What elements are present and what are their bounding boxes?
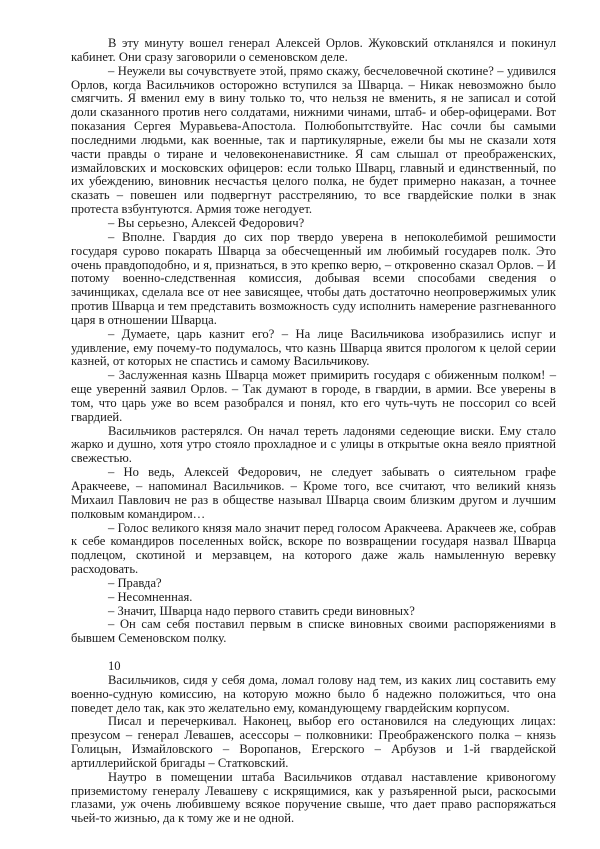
paragraph: – Вполне. Гвардия до сих пор твердо уверена в непоколебимой решимости государя сурово покарать Шварца за обесчещенный им любимый государев полк. Это очень правдоподобно, и я, признаться, в это крепко верю, – откровенно сказал Орлов. – И потому военно-следственная комиссия, добывая всеми способами сведения о зачинщиках, сделала все от нее зависящее, чтобы дать достаточно неопровержимых улик против Шварца и тем представить возможность суду исполнить намерение разгневанного царя в отношении Шварца. bbox=[71, 229, 556, 327]
paragraph: – Но ведь, Алексей Федорович, не следует забывать о сиятельном графе Аракчееве, – напоминал Васильчиков. – Кроме того, все считают, что великий князь Михаил Павлович не раз в обществе называл Шварца своим близким другом и лучшим полковым командиром… bbox=[71, 465, 556, 521]
paragraph: – Значит, Шварца надо первого ставить среди виновных? bbox=[108, 603, 415, 618]
document-page bbox=[71, 37, 556, 826]
paragraph: Васильчиков растерялся. Он начал тереть ладонями седеющие виски. Ему стало жарко и душно, хотя утро стояло прохладное и с улицы в открытые окна веяло приятной свежестью. bbox=[71, 423, 556, 466]
paragraph: – Правда? bbox=[108, 575, 162, 590]
chapter-number: 10 bbox=[108, 658, 121, 673]
paragraph: – Он сам себя поставил первым в списке виновных своими распоряжениями в бывшем Семеновском полку. bbox=[71, 617, 556, 646]
paragraph: – Несомненная. bbox=[108, 589, 193, 604]
paragraph: – Неужели вы сочувствуете этой, прямо скажу, бесчеловечной скотине? – удивился Орлов, когда Васильчиков осторожно вступился за Шварца. – Никак невозможно было смягчить. Я вменил ему в вину только то, что нельзя не вменить, я не записал и сотой доли сказанного против него солдатами, нижними чинами, штаб- и обер-офицерами. Вот показания Сергея Муравьева-Апостола. Полюбопытствуйте. Нас сочли бы самыми последними людьми, как военные, так и партикулярные, ежели бы мы не сказали хотя части правды о тиране и человеконенавистнике. Я сам слышал от преображенских, измайловских и московских офицеров: если только Шварц, главный и единственный, по их убеждению, виновник несчастья целого полка, не будет примерно наказан, а точнее сказать – повешен или подвергнут расстрелянию, то все гвардейские полки в знак протеста взбунтуются. Армия тоже негодует. bbox=[71, 63, 556, 217]
paragraph: Наутро в помещении штаба Васильчиков отдавал наставление кривоногому приземистому генералу Левашеву с искрящимися, как у разъяренной рыси, раскосыми глазами, уж очень любившему всякое поручение свыше, что дает право распоряжаться чьей-то жизнью, да к тому же и не одной. bbox=[71, 769, 556, 826]
paragraph: – Голос великого князя мало значит перед голосом Аракчеева. Аракчеев же, собрав к себе командиров поселенных войск, вскоре по возвращении государя назвал Шварца подлецом, скотиной и мерзавцем, на которого даже жаль намыленную веревку расходовать. bbox=[71, 520, 556, 577]
paragraph: Васильчиков, сидя у себя дома, ломал голову над тем, из каких лиц составить ему военно-судную комиссию, на которую можно было б надежно положиться, что она поведет дело так, как это желательно ему, командующему гвардейским корпусом. bbox=[71, 672, 556, 715]
paragraph: В эту минуту вошел генерал Алексей Орлов. Жуковский откланялся и покинул кабинет. Они сразу заговорили о семеновском деле. bbox=[71, 36, 556, 64]
paragraph: Писал и перечеркивал. Наконец, выбор его остановился на следующих лицах: презусом – генерал Левашев, асессоры – полковники: Преображенского полка – князь Голицын, Измайловского – Воропанов, Егерского – Арбузов и 1-й гвардейской артиллерийской бригады – Статковский. bbox=[71, 714, 556, 770]
paragraph: – Думаете, царь казнит его? – На лице Васильчикова изобразились испуг и удивление, ему почему-то подумалось, что казнь Шварца явится прологом к целой серии казней, от которых не спастись и самому Васильчикову. bbox=[71, 326, 556, 369]
paragraph: – Заслуженная казнь Шварца может примирить государя с обиженным полком! – еще увереннй заявил Орлов. – Так думают в городе, в гвардии, в армии. Все уверены в том, что царь уже во всем разобрался и понял, кто его чуть-чуть не поссорил со всей гвардией. bbox=[71, 368, 556, 424]
paragraph: – Вы серьезно, Алексей Федорович? bbox=[108, 215, 305, 230]
